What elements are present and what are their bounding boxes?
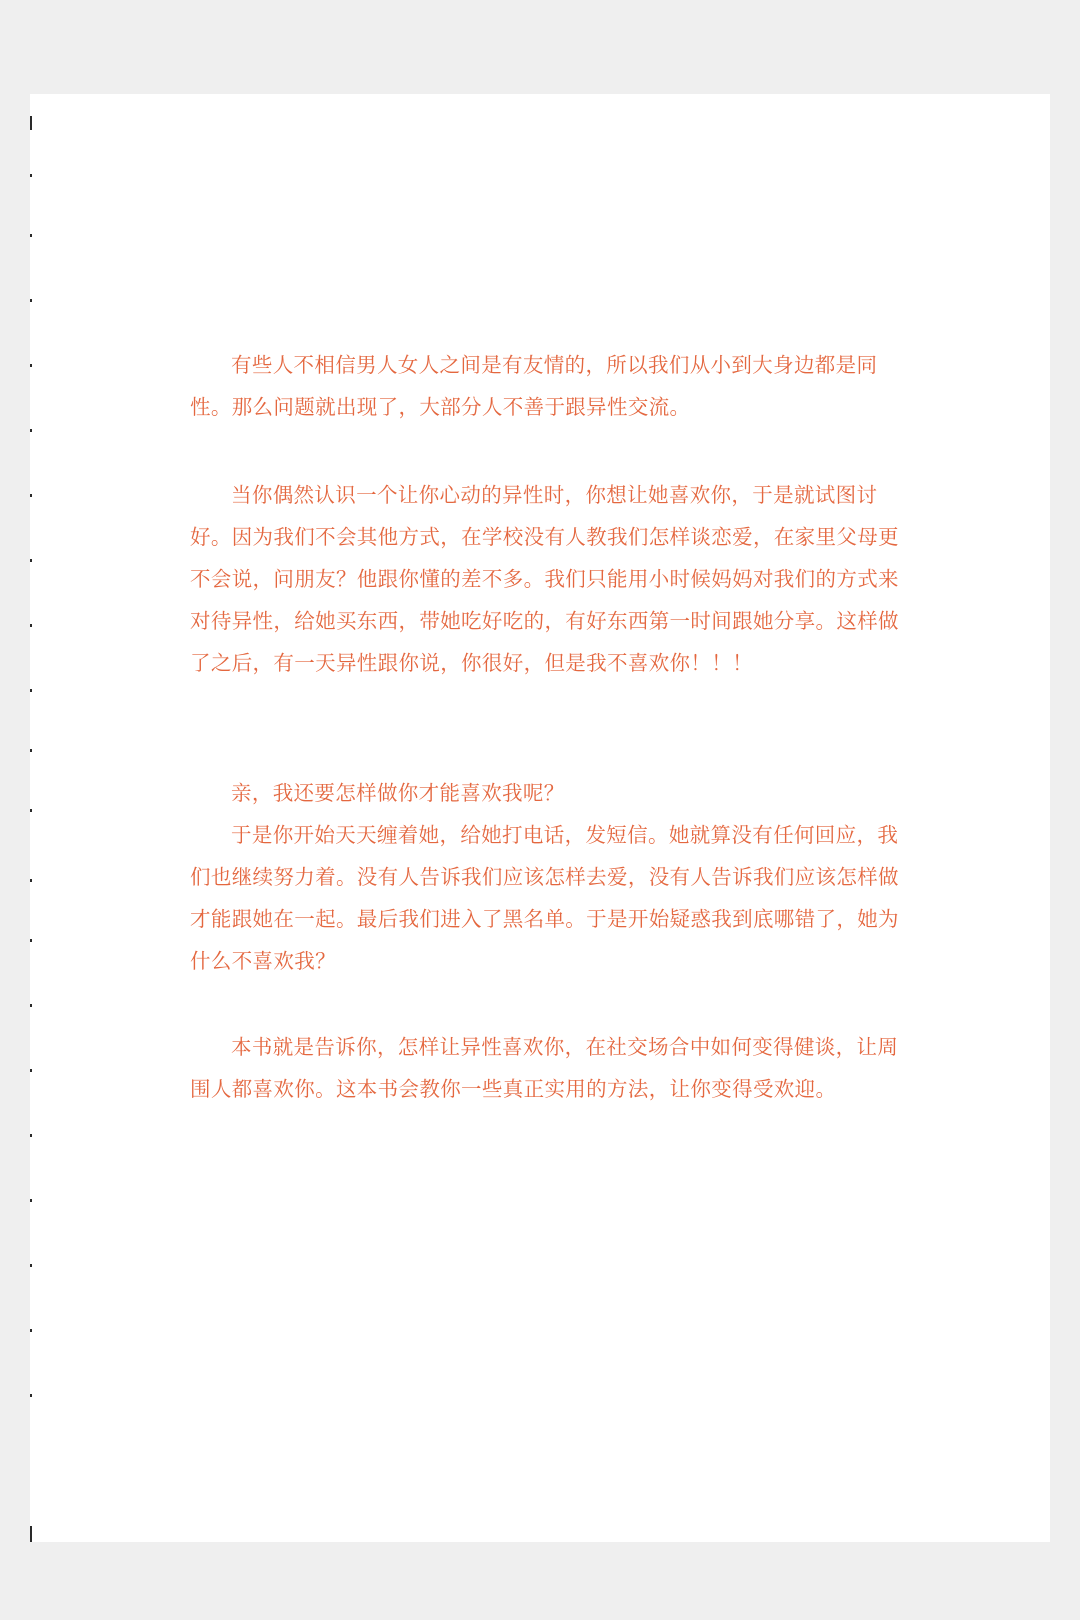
paragraph: 当你偶然认识一个让你心动的异性时，你想让她喜欢你，于是就试图讨好。因为我们不会其他方式，在学校没有人教我们怎样谈恋爱，在家里父母更不会说，问朋友？他跟你懂的差不多。我们只能用小时候妈妈对我们的方式来对待异性，给她买东西，带她吃好吃的，有好东西第一时间跟她分享。这样做了之后，有一天异性跟你说，你很好，但是我不喜欢你！！！ xyxy=(190,483,899,675)
scan-mark xyxy=(30,1329,32,1332)
scan-edge-marks xyxy=(30,94,34,1542)
scan-mark xyxy=(30,234,32,237)
scan-mark xyxy=(30,939,32,942)
scan-mark xyxy=(30,299,32,302)
paragraph: 于是你开始天天缠着她，给她打电话，发短信。她就算没有任何回应，我们也继续努力着。没有人告诉我们应该怎样去爱，没有人告诉我们应该怎样做才能跟她在一起。最后我们进入了黑名单。于是开始疑惑我到底哪错了，她为什么不喜欢我？ xyxy=(190,823,899,973)
scan-mark xyxy=(30,1134,32,1137)
scan-mark xyxy=(30,429,32,432)
document-page xyxy=(30,94,1050,1542)
paragraph: 亲，我还要怎样做你才能喜欢我呢？ xyxy=(231,781,565,805)
scan-mark xyxy=(30,174,32,177)
paragraph: 本书就是告诉你，怎样让异性喜欢你，在社交场合中如何变得健谈，让周围人都喜欢你。这本书会教你一些真正实用的方法，让你变得受欢迎。 xyxy=(190,1035,899,1101)
scan-mark xyxy=(30,1199,32,1202)
scan-mark xyxy=(30,689,32,692)
scan-mark xyxy=(30,624,32,627)
scan-mark xyxy=(30,559,32,562)
scan-mark xyxy=(30,809,32,812)
scan-mark xyxy=(30,116,32,130)
scan-mark xyxy=(30,1069,32,1072)
scan-mark xyxy=(30,1264,32,1267)
scan-mark xyxy=(30,494,32,497)
scan-mark xyxy=(30,879,32,882)
scan-mark xyxy=(30,749,32,752)
scan-mark xyxy=(30,364,32,367)
scan-mark xyxy=(30,1004,32,1007)
paragraph: 有些人不相信男人女人之间是有友情的，所以我们从小到大身边都是同性。那么问题就出现了，大部分人不善于跟异性交流。 xyxy=(190,353,878,419)
paragraph-block-1 xyxy=(190,344,912,428)
scan-mark xyxy=(30,1394,32,1397)
paragraph-block-3 xyxy=(190,772,912,982)
paragraph-block-2 xyxy=(190,474,912,684)
scan-mark xyxy=(30,1526,32,1542)
paragraph-block-4 xyxy=(190,1026,912,1110)
